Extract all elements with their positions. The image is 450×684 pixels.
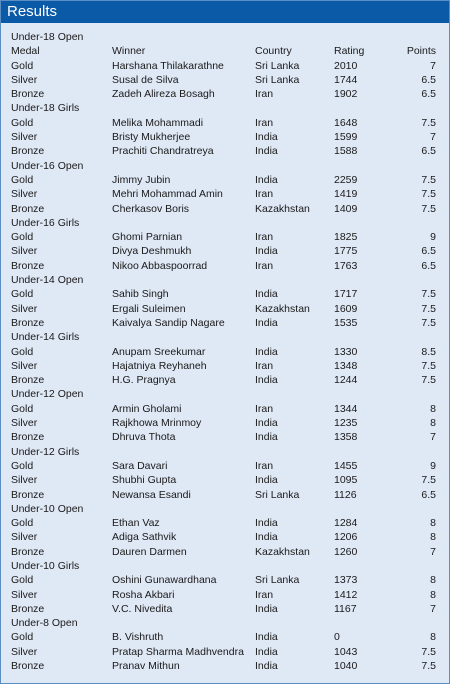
- category-row: [1, 30, 449, 44]
- category-row: [1, 502, 449, 516]
- rating-cell: 1040: [334, 660, 358, 673]
- winner-cell: Harshana Thilakarathne: [112, 59, 224, 72]
- winner-cell: B. Vishruth: [112, 631, 164, 644]
- table-row: [1, 130, 449, 144]
- country-cell: India: [255, 431, 278, 444]
- winner-cell: Newansa Esandi: [112, 488, 191, 501]
- medal-cell: Silver: [11, 588, 38, 601]
- winner-cell: Hajatniya Reyhaneh: [112, 359, 207, 372]
- country-cell: Sri Lanka: [255, 488, 300, 501]
- table-row: [1, 244, 449, 258]
- medal-cell: Gold: [11, 459, 34, 472]
- medal-cell: Gold: [11, 116, 34, 129]
- points-cell: 7.5: [421, 202, 436, 215]
- country-column-header: Country: [255, 45, 292, 58]
- country-cell: India: [255, 645, 278, 658]
- category-row: [1, 101, 449, 115]
- medal-cell: Bronze: [11, 545, 45, 558]
- medal-cell: Silver: [11, 645, 38, 658]
- category-row: [1, 216, 449, 230]
- winner-cell: Jimmy Jubin: [112, 173, 171, 186]
- table-row: [1, 373, 449, 387]
- points-cell: 7: [430, 545, 436, 558]
- table-row: [1, 302, 449, 316]
- winner-cell: Armin Gholami: [112, 402, 182, 415]
- table-row: [1, 202, 449, 216]
- points-cell: 6.5: [421, 88, 436, 101]
- table-row: [1, 402, 449, 416]
- table-row: [1, 230, 449, 244]
- table-row: [1, 87, 449, 101]
- country-cell: Iran: [255, 116, 274, 129]
- winner-cell: Zadeh Alireza Bosagh: [112, 88, 215, 101]
- table-row: [1, 144, 449, 158]
- rating-cell: 1717: [334, 288, 358, 301]
- country-cell: India: [255, 631, 278, 644]
- winner-cell: Rosha Akbari: [112, 588, 175, 601]
- medal-cell: Bronze: [11, 431, 45, 444]
- winner-cell: Pranav Mithun: [112, 660, 180, 673]
- rating-cell: 1358: [334, 431, 358, 444]
- points-cell: 8: [430, 517, 436, 530]
- rating-cell: 1419: [334, 188, 358, 201]
- country-cell: India: [255, 345, 278, 358]
- points-cell: 7.5: [421, 302, 436, 315]
- medal-cell: Bronze: [11, 660, 45, 673]
- table-row: [1, 59, 449, 73]
- points-cell: 7.5: [421, 288, 436, 301]
- medal-cell: Gold: [11, 345, 34, 358]
- rating-cell: 1775: [334, 245, 358, 258]
- medal-cell: Bronze: [11, 202, 45, 215]
- winner-cell: Melika Mohammadi: [112, 116, 204, 129]
- medal-cell: Bronze: [11, 316, 45, 329]
- points-cell: 8: [430, 417, 436, 430]
- points-cell: 9: [430, 459, 436, 472]
- medal-cell: Silver: [11, 131, 38, 144]
- rating-cell: 1126: [334, 488, 357, 501]
- points-cell: 7: [430, 131, 436, 144]
- country-cell: India: [255, 602, 278, 615]
- country-cell: India: [255, 316, 278, 329]
- country-cell: Iran: [255, 402, 274, 415]
- winner-cell: Ghomi Parnian: [112, 231, 183, 244]
- points-cell: 9: [430, 231, 436, 244]
- points-cell: 7.5: [421, 188, 436, 201]
- rating-cell: 1373: [334, 574, 358, 587]
- rating-cell: 1260: [334, 545, 358, 558]
- points-cell: 8: [430, 402, 436, 415]
- results-title: Results: [1, 1, 449, 23]
- category-row: [1, 330, 449, 344]
- table-row: [1, 345, 449, 359]
- category-label: Under-12 Open: [11, 388, 84, 401]
- category-label: Under-14 Open: [11, 274, 84, 287]
- points-cell: 6.5: [421, 259, 436, 272]
- rating-cell: 1902: [334, 88, 358, 101]
- table-row: [1, 473, 449, 487]
- rating-cell: 1744: [334, 73, 358, 86]
- rating-cell: 1244: [334, 374, 358, 387]
- winner-cell: Susal de Silva: [112, 73, 179, 86]
- table-row: [1, 645, 449, 659]
- winner-cell: Adiga Sathvik: [112, 531, 177, 544]
- points-cell: 7.5: [421, 374, 436, 387]
- table-row: [1, 573, 449, 587]
- country-cell: India: [255, 173, 278, 186]
- category-row: [1, 559, 449, 573]
- rating-cell: 1412: [334, 588, 358, 601]
- country-cell: Kazakhstan: [255, 545, 310, 558]
- rating-cell: 1825: [334, 231, 358, 244]
- winner-cell: Divya Deshmukh: [112, 245, 192, 258]
- medal-cell: Silver: [11, 245, 38, 258]
- medal-cell: Gold: [11, 231, 34, 244]
- medal-cell: Gold: [11, 59, 34, 72]
- country-cell: Iran: [255, 588, 274, 601]
- category-row: [1, 445, 449, 459]
- rating-cell: 1330: [334, 345, 358, 358]
- rating-cell: 1284: [334, 517, 358, 530]
- medal-cell: Gold: [11, 173, 34, 186]
- rating-cell: 1206: [334, 531, 358, 544]
- rating-cell: 1409: [334, 202, 358, 215]
- country-cell: Sri Lanka: [255, 59, 300, 72]
- category-label: Under-12 Girls: [11, 445, 80, 458]
- medal-cell: Gold: [11, 574, 34, 587]
- winner-column-header: Winner: [112, 45, 146, 58]
- country-cell: India: [255, 417, 278, 430]
- points-cell: 8: [430, 588, 436, 601]
- medal-cell: Silver: [11, 73, 38, 86]
- table-row: [1, 259, 449, 273]
- table-row: [1, 459, 449, 473]
- table-row: [1, 488, 449, 502]
- winner-cell: Bristy Mukherjee: [112, 131, 191, 144]
- rating-cell: 1344: [334, 402, 358, 415]
- medal-cell: Bronze: [11, 88, 45, 101]
- points-cell: 6.5: [421, 73, 436, 86]
- winner-cell: Mehri Mohammad Amin: [112, 188, 223, 201]
- rating-cell: 1348: [334, 359, 358, 372]
- points-cell: 8: [430, 574, 436, 587]
- table-row: [1, 187, 449, 201]
- table-row: [1, 602, 449, 616]
- points-cell: 6.5: [421, 245, 436, 258]
- rating-cell: 2259: [334, 173, 358, 186]
- winner-cell: Shubhi Gupta: [112, 474, 177, 487]
- category-label: Under-18 Girls: [11, 102, 80, 115]
- column-header-row: [1, 44, 449, 58]
- rating-cell: 1535: [334, 316, 358, 329]
- rating-cell: 1648: [334, 116, 358, 129]
- country-cell: Iran: [255, 231, 274, 244]
- table-row: [1, 359, 449, 373]
- winner-cell: Kaivalya Sandip Nagare: [112, 316, 225, 329]
- rating-cell: 1588: [334, 145, 358, 158]
- points-cell: 7.5: [421, 474, 436, 487]
- country-cell: Iran: [255, 459, 274, 472]
- category-label: Under-16 Girls: [11, 216, 80, 229]
- country-cell: Iran: [255, 188, 274, 201]
- medal-column-header: Medal: [11, 45, 40, 58]
- points-cell: 8.5: [421, 345, 436, 358]
- winner-cell: Oshini Gunawardhana: [112, 574, 217, 587]
- winner-cell: Dauren Darmen: [112, 545, 187, 558]
- points-cell: 7.5: [421, 173, 436, 186]
- category-label: Under-10 Girls: [11, 559, 80, 572]
- country-cell: Iran: [255, 259, 274, 272]
- table-row: [1, 545, 449, 559]
- category-row: [1, 273, 449, 287]
- country-cell: Sri Lanka: [255, 73, 300, 86]
- rating-cell: 1167: [334, 602, 357, 615]
- table-row: [1, 316, 449, 330]
- table-row: [1, 630, 449, 644]
- medal-cell: Bronze: [11, 259, 45, 272]
- table-row: [1, 173, 449, 187]
- category-row: [1, 159, 449, 173]
- country-cell: India: [255, 245, 278, 258]
- medal-cell: Gold: [11, 631, 34, 644]
- country-cell: Kazakhstan: [255, 202, 310, 215]
- medal-cell: Bronze: [11, 488, 45, 501]
- medal-cell: Silver: [11, 302, 38, 315]
- medal-cell: Bronze: [11, 145, 45, 158]
- country-cell: Iran: [255, 88, 274, 101]
- category-label: Under-16 Open: [11, 159, 84, 172]
- winner-cell: H.G. Pragnya: [112, 374, 176, 387]
- winner-cell: Cherkasov Boris: [112, 202, 190, 215]
- table-row: [1, 416, 449, 430]
- country-cell: Kazakhstan: [255, 302, 310, 315]
- rating-cell: 2010: [334, 59, 358, 72]
- medal-cell: Silver: [11, 188, 38, 201]
- table-row: [1, 430, 449, 444]
- rating-cell: 0: [334, 631, 340, 644]
- points-cell: 7: [430, 59, 436, 72]
- medal-cell: Bronze: [11, 602, 45, 615]
- medal-cell: Gold: [11, 517, 34, 530]
- winner-cell: Ergali Suleimen: [112, 302, 186, 315]
- country-cell: Sri Lanka: [255, 574, 300, 587]
- rating-cell: 1763: [334, 259, 358, 272]
- category-label: Under-8 Open: [11, 617, 78, 630]
- winner-cell: Sahib Singh: [112, 288, 169, 301]
- winner-cell: Sara Davari: [112, 459, 168, 472]
- winner-cell: Dhruva Thota: [112, 431, 176, 444]
- points-column-header: Points: [406, 45, 436, 58]
- medal-cell: Silver: [11, 417, 38, 430]
- table-row: [1, 116, 449, 130]
- winner-cell: Prachiti Chandratreya: [112, 145, 214, 158]
- country-cell: India: [255, 517, 278, 530]
- medal-cell: Gold: [11, 402, 34, 415]
- winner-cell: Rajkhowa Mrinmoy: [112, 417, 202, 430]
- medal-cell: Bronze: [11, 374, 45, 387]
- points-cell: 8: [430, 531, 436, 544]
- medal-cell: Silver: [11, 531, 38, 544]
- country-cell: India: [255, 531, 278, 544]
- winner-cell: Anupam Sreekumar: [112, 345, 206, 358]
- results-table: [1, 23, 449, 673]
- table-row: [1, 659, 449, 673]
- points-cell: 7: [430, 431, 436, 444]
- category-row: [1, 616, 449, 630]
- rating-cell: 1043: [334, 645, 358, 658]
- category-label: Under-18 Open: [11, 31, 84, 43]
- points-cell: 7.5: [421, 645, 436, 658]
- points-cell: 7.5: [421, 359, 436, 372]
- country-cell: India: [255, 374, 278, 387]
- category-label: Under-10 Open: [11, 502, 84, 515]
- points-cell: 7.5: [421, 316, 436, 329]
- table-row: [1, 73, 449, 87]
- table-row: [1, 287, 449, 301]
- country-cell: India: [255, 131, 278, 144]
- rating-cell: 1455: [334, 459, 358, 472]
- table-row: [1, 530, 449, 544]
- rating-cell: 1609: [334, 302, 358, 315]
- rating-cell: 1095: [334, 474, 358, 487]
- medal-cell: Gold: [11, 288, 34, 301]
- rating-cell: 1599: [334, 131, 358, 144]
- winner-cell: Ethan Vaz: [112, 517, 160, 530]
- country-cell: India: [255, 145, 278, 158]
- points-cell: 7.5: [421, 660, 436, 673]
- points-cell: 8: [430, 631, 436, 644]
- country-cell: Iran: [255, 359, 274, 372]
- country-cell: India: [255, 288, 278, 301]
- table-row: [1, 588, 449, 602]
- points-cell: 7.5: [421, 116, 436, 129]
- winner-cell: Nikoo Abbaspoorrad: [112, 259, 208, 272]
- medal-cell: Silver: [11, 359, 38, 372]
- table-row: [1, 516, 449, 530]
- category-label: Under-14 Girls: [11, 331, 80, 344]
- winner-cell: V.C. Nivedita: [112, 602, 173, 615]
- category-row: [1, 387, 449, 401]
- rating-cell: 1235: [334, 417, 358, 430]
- rating-column-header: Rating: [334, 45, 365, 58]
- points-cell: 6.5: [421, 488, 436, 501]
- country-cell: India: [255, 660, 278, 673]
- winner-cell: Pratap Sharma Madhvendra: [112, 645, 244, 658]
- points-cell: 6.5: [421, 145, 436, 158]
- medal-cell: Silver: [11, 474, 38, 487]
- country-cell: India: [255, 474, 278, 487]
- points-cell: 7: [430, 602, 436, 615]
